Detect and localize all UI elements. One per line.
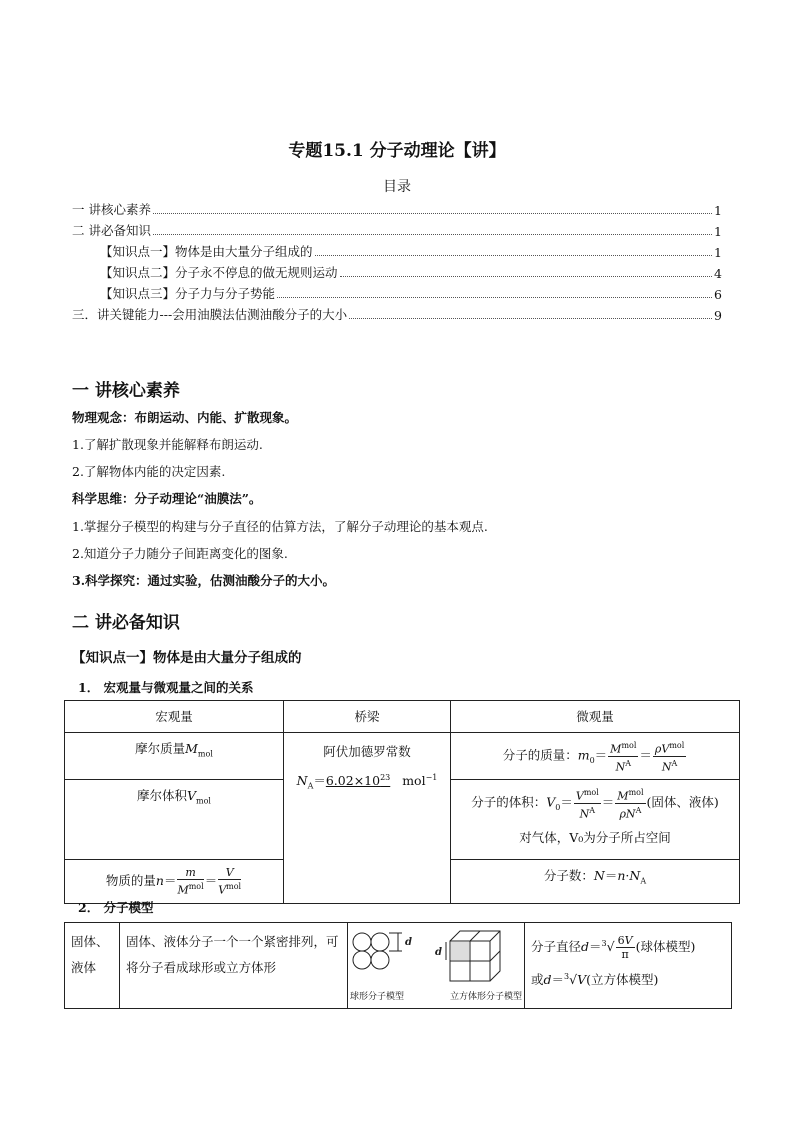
toc-leader-dots (277, 297, 712, 298)
avogadro-label: 阿伏加德罗常数 (323, 744, 411, 759)
item-2-heading: 2． 分子模型 (78, 900, 154, 915)
section1-line-5: 1.掌握分子模型的构建与分子直径的估算方法，了解分子动理论的基本观点. (72, 519, 488, 534)
molecule-model-table (64, 922, 732, 1009)
macro-micro-table (64, 700, 740, 904)
toc-leader-dots (153, 234, 712, 235)
molar-volume-cell: 摩尔体积$V_{mol}$ (65, 780, 284, 860)
molecule-count-cell: 分子数：$N=n\cdot N_A$ (451, 860, 740, 904)
diameter-formula-cell: 分子直径d＝$^3$√ $\frac{6V}{\pi}$ (球体模型) 或d＝$^3$√V(立方体模型) (525, 923, 732, 1009)
toc-entry-page: 1 (714, 203, 722, 218)
toc-entry[interactable] (72, 303, 722, 323)
volume-note: (固体、液体) (646, 794, 719, 810)
toc-entry-label: 一 讲核心素养 (72, 202, 151, 217)
model-category-cell: 固体、液体 (65, 923, 120, 1009)
section1-line-1: 物理观念：布朗运动、内能、扩散现象。 (72, 410, 298, 425)
table-header: 微观量 (451, 701, 740, 733)
section1-heading: 一 讲核心素养 (72, 381, 180, 401)
svg-text:d: d (405, 937, 412, 948)
diameter-label: 分子直径 (531, 939, 582, 955)
model-figure-cell (348, 923, 525, 1009)
section1-line-4: 科学思维：分子动理论“油膜法”。 (72, 491, 262, 506)
model-description-cell: 固体、液体分子一个一个紧密排列，可将分子看成球形或立方体形 (120, 923, 348, 1009)
or-label: 或 (531, 972, 544, 988)
avogadro-cell (284, 733, 451, 904)
molecule-mass-label: 分子的质量： (502, 747, 578, 763)
table-header: 桥梁 (284, 701, 451, 733)
toc-entry-page: 1 (714, 224, 722, 239)
toc-entry[interactable] (72, 198, 722, 218)
toc-leader-dots (340, 276, 713, 277)
molar-mass-label: 摩尔质量 (135, 741, 186, 756)
knowledge-point-1: 【知识点一】物体是由大量分子组成的 (72, 650, 302, 666)
avogadro-formula: $N_A=6.02\times 10^{23}$ mol$^{-1}$ (296, 773, 438, 791)
molecule-mass-cell: 分子的质量：$m_0=$ $\frac{M^{mol}}{N^A}$ ＝ $\frac{\rho V^{mol}}{N^A}$ (451, 733, 740, 780)
toc-leader-dots (315, 255, 713, 256)
molecule-volume-cell: 分子的体积：$V_0=$ $\frac{V^{mol}}{N^A}$ ＝ $\frac{M^{mol}}{\rho N^A}$ (固体、液体) 对气体，V₀为分子所占空间 (451, 780, 740, 860)
cube-model-caption: 立方体形分子模型 (449, 992, 522, 1002)
toc-leader-dots (153, 213, 712, 214)
toc-entry-page: 4 (714, 266, 722, 281)
section2-heading: 二 讲必备知识 (72, 613, 180, 633)
molecule-model-figure (350, 927, 520, 987)
toc-leader-dots (349, 318, 712, 319)
toc-entry[interactable] (72, 219, 722, 239)
toc-entry-label: 【知识点一】物体是由大量分子组成的 (100, 244, 313, 259)
section1-line-2: 1.了解扩散现象并能解释布朗运动. (72, 437, 263, 452)
toc-entry-page: 6 (714, 287, 722, 302)
toc-entry-label: 二 讲必备知识 (72, 223, 151, 238)
toc-entry-label: 【知识点三】分子力与分子势能 (100, 286, 276, 301)
table-header: 宏观量 (65, 701, 284, 733)
toc-entry-label: 三．讲关键能力---会用油膜法估测油酸分子的大小 (72, 307, 348, 322)
cube-model-figure (435, 931, 500, 981)
toc-entry-page: 1 (714, 245, 722, 260)
svg-text:d: d (435, 947, 442, 958)
item-1-heading: 1． 宏观量与微观量之间的关系 (78, 680, 254, 695)
sphere-model-label: (球体模型) (635, 939, 696, 955)
molar-mass-cell: 摩尔质量$M_{mol}$ (65, 733, 284, 780)
amount-label: 物质的量 (105, 873, 156, 889)
amount-cell: 物质的量n＝ $\frac{m}{M^{mol}}$ ＝ $\frac{V}{V^{mol}}$ (65, 860, 284, 904)
sphere-model-caption: 球形分子模型 (350, 992, 405, 1002)
avogadro-exponent: 23 (380, 773, 391, 782)
molecule-volume-label: 分子的体积： (471, 794, 547, 810)
section1-line-7: 3.科学探究：通过实验，估测油酸分子的大小。 (72, 573, 336, 588)
avogadro-value: 6.02×10 (325, 773, 381, 789)
molar-volume-label: 摩尔体积 (136, 788, 187, 804)
toc-entry[interactable] (100, 282, 722, 302)
page-title: 专题15.1 分子动理论【讲】 (288, 141, 506, 161)
toc-entry-label: 【知识点二】分子永不停息的做无规则运动 (100, 265, 338, 280)
avogadro-unit: mol (402, 773, 426, 789)
section1-line-3: 2.了解物体内能的决定因素. (72, 464, 226, 479)
toc-entry-page: 9 (714, 308, 722, 323)
toc-heading: 目录 (383, 179, 411, 195)
molecule-count-label: 分子数： (543, 868, 594, 884)
toc-entry[interactable] (100, 240, 722, 260)
sphere-model-figure (353, 933, 412, 969)
section1-line-6: 2.知道分子力随分子间距离变化的图象. (72, 546, 288, 561)
cube-model-label: (立方体模型) (586, 972, 659, 988)
toc-entry[interactable] (100, 261, 722, 281)
gas-note: 对气体，V₀为分子所占空间 (519, 830, 671, 846)
